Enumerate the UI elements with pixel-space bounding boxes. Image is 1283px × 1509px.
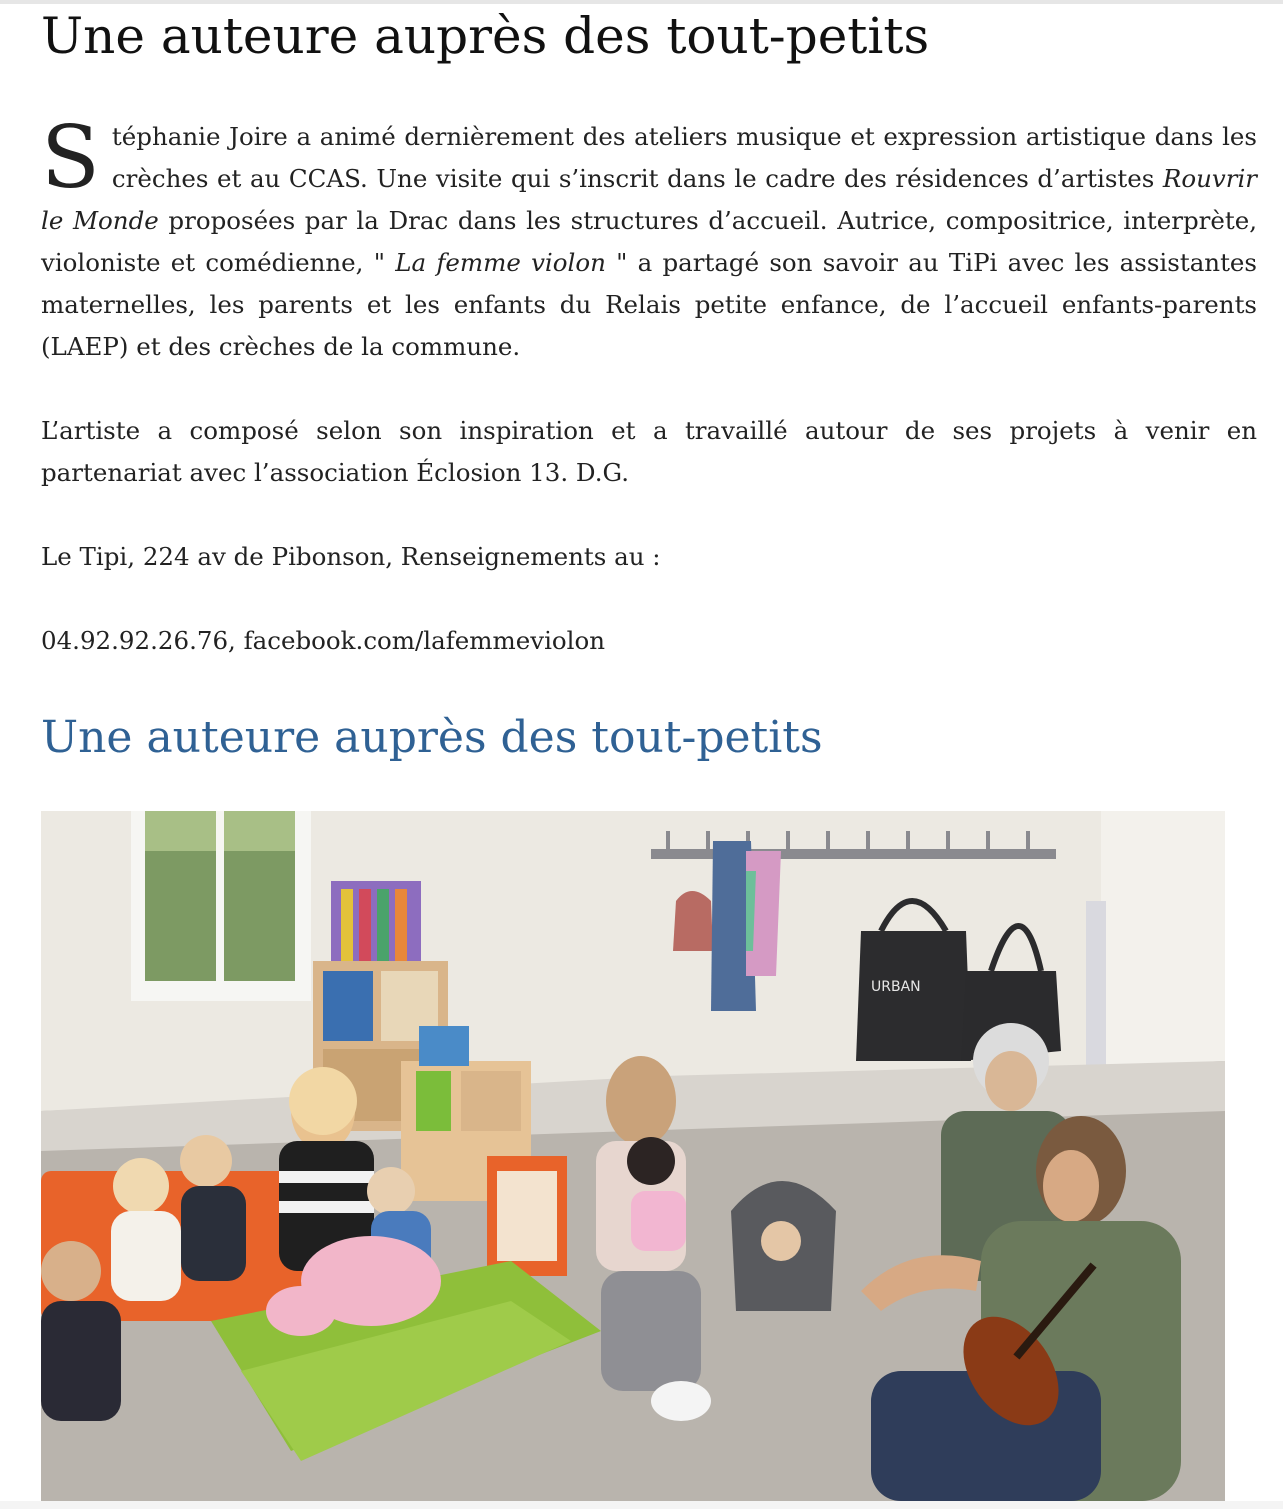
bag-print: URBAN [871,979,921,995]
article-photo [41,811,1225,1501]
lede-text-part: téphanie Joire a animé dernièrement des ateliers musique et expression artistique dans les crèches et au CCAS. Une visite qui s’inscrit dans le cadre des résidences d’artistes [111,122,1257,193]
lede-italic-nickname: " La femme violon " [373,248,628,277]
article-paragraph: L’artiste a composé selon son inspiration et a travaillé autour de ses projets à venir en partenariat avec l’association Éclosion 13. D.G. [41,416,1257,487]
lede-text-part: a partagé son savoir au TiPi avec les assistantes maternelles, les parents et les enfants du Relais petite enfance, de l’accueil enfants-parents (LAEP) et des crèches de la commune. [41,248,1257,361]
window [131,811,311,1001]
page-bottom-edge [0,1501,1283,1509]
article-headline: Une auteure auprès des tout-petits [41,7,930,65]
address-line: Le Tipi, 224 av de Pibonson, Renseignements au : [41,542,661,571]
lede-text-part: proposées par la Drac dans les structures d’accueil. Autrice, compositrice, interprète, violoniste et comédienne, [41,206,1258,277]
drop-cap: S [41,108,100,208]
article [41,0,1257,766]
photo-caption-title: Une auteure auprès des tout-petits [41,712,823,763]
article-lede [41,108,1258,368]
lede-italic-title: Rouvrir le Monde [41,164,1257,235]
contact-line: 04.92.92.26.76, facebook.com/lafemmeviolon [41,626,606,655]
photo-illustration [41,811,1225,1501]
